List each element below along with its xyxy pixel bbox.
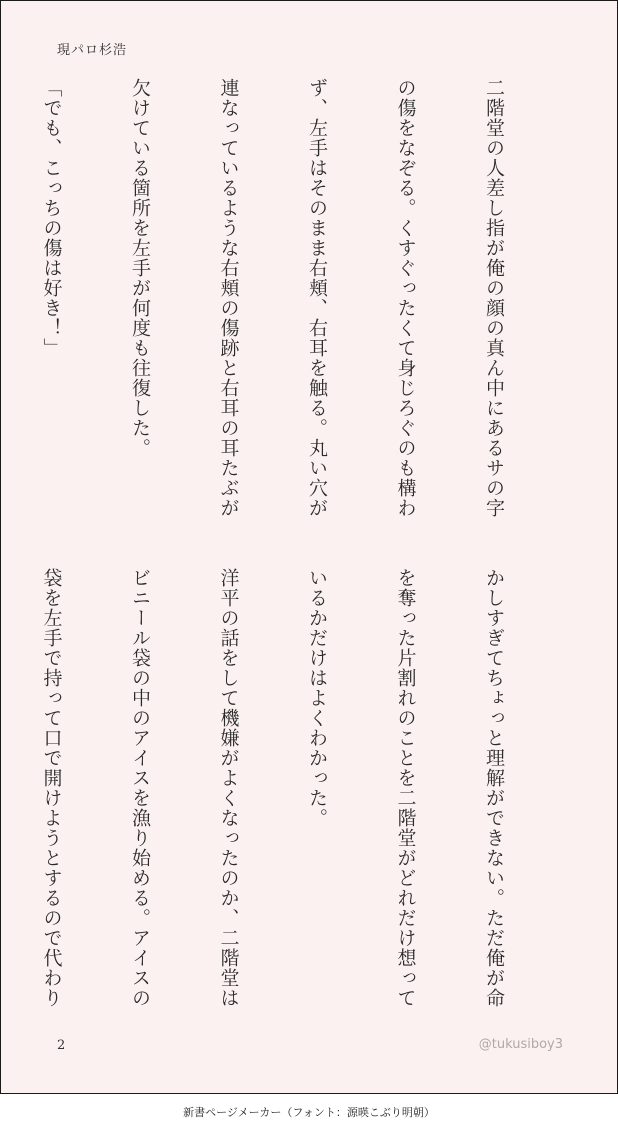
text-line: 洋平の話をして機嫌がよくなったのか、二階堂は — [217, 568, 240, 1008]
text-block-top — [0, 78, 567, 538]
text-line: の傷をなぞる。くすぐったくて身じろぐのも構わ — [394, 78, 417, 518]
text-line: 二階堂の人差し指が俺の顔の真ん中にあるサの字 — [483, 78, 505, 518]
page-number: 2 — [57, 1038, 66, 1053]
text-line: かしすぎてちょっと理解ができない。ただ俺が命 — [483, 568, 505, 1008]
text-line: ず、左手はそのまま右頬、右耳を触る。丸い穴が — [306, 78, 328, 518]
footer-caption: 新書ページメーカー（フォント：源暎こぶり明朝） — [183, 1106, 435, 1119]
text-block-bottom — [0, 568, 567, 1028]
text-line: 連なっているような右頬の傷跡と右耳の耳たぶが — [217, 78, 240, 518]
text-line: 「でも、こっちの傷は好き！」 — [40, 78, 63, 358]
text-line: を奪った片割れのことを二階堂がどれだけ想って — [394, 568, 417, 1008]
text-line: いるかだけはよくわかった。 — [306, 568, 328, 828]
text-line: 袋を左手で持って口で開けようとするので代わり — [40, 568, 63, 1008]
text-line: 欠けている箇所を左手が何度も往復した。 — [129, 78, 151, 458]
author-handle: @tukusiboy3 — [478, 1037, 563, 1052]
page-title: 現パロ杉浩 — [57, 43, 128, 58]
text-line: ビニール袋の中のアイスを漁り始める。アイスの — [129, 568, 151, 1008]
